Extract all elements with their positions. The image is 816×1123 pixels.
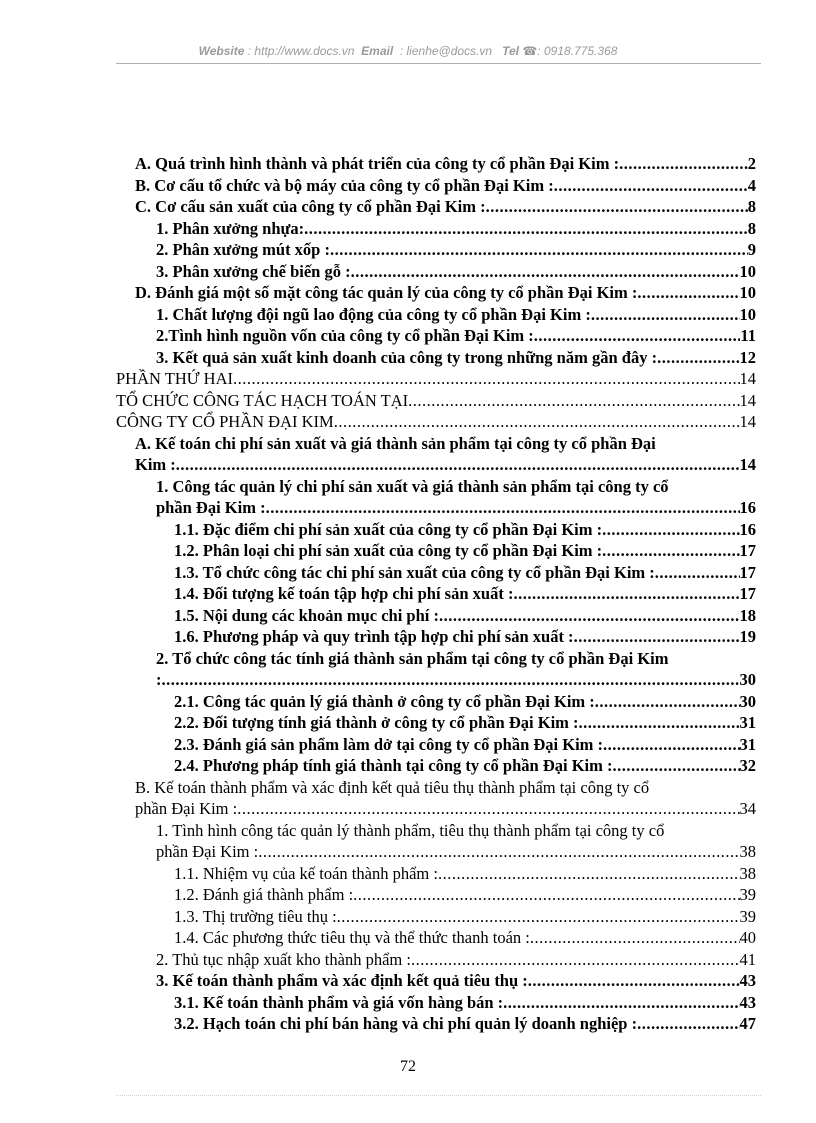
website-label: Website [198,44,245,58]
toc-entry[interactable] [116,390,756,412]
toc-entry-page: 17 [739,562,756,582]
toc-entry[interactable] [116,884,756,906]
toc-entry[interactable] [116,626,756,648]
dot-leader [619,153,748,175]
toc-entry-title: 2.2. Đối tượng tính giá thành ở công ty cổ phần Đại Kim : [174,713,579,732]
dot-leader [503,992,739,1014]
dot-leader [591,304,740,326]
toc-entry-title: 1.1. Đặc điểm chi phí sản xuất của công ty cổ phần Đại Kim : [174,519,603,539]
dot-leader [162,669,740,691]
page-header [0,44,816,58]
toc-entry-page: 31 [739,734,756,754]
toc-entry[interactable] [116,583,756,605]
toc-entry[interactable] [116,261,756,283]
dot-leader [486,196,748,218]
dot-leader [337,906,740,928]
toc-entry[interactable] [116,282,756,304]
dot-leader [266,497,740,519]
dot-leader [602,519,739,541]
toc-entry-page: 16 [739,498,756,517]
toc-entry[interactable] [116,347,756,369]
toc-entry-page: 18 [739,605,756,625]
toc-entry-page: 14 [739,412,756,431]
toc-entry-title: 2. Phân xưởng mút xốp : [156,240,330,259]
toc-entry-page: 10 [739,261,756,281]
toc-entry-title: 2.3. Đánh giá sản phẩm làm dở tại công ty cổ phần Đại Kim : [174,734,604,754]
toc-entry-title: 2.4. Phương pháp tính giá thành tại công ty cổ phần Đại Kim : [174,756,613,775]
email-value: : lienhe@docs.vn [399,44,493,58]
dot-leader [602,540,739,562]
toc-entry-title: 2. Thủ tục nhập xuất kho thành phẩm : [156,949,411,969]
toc-entry-page: 14 [739,390,756,410]
toc-entry-page: 8 [747,218,756,238]
dot-leader [579,712,740,734]
toc-entry[interactable] [116,863,756,885]
dot-leader [574,626,740,648]
toc-entry-title: 1.1. Nhiệm vụ của kế toán thành phẩm : [174,863,438,883]
dot-leader [353,884,739,906]
toc-entry-title: 1. Chất lượng đội ngũ lao động của công ty cổ phần Đại Kim : [156,304,591,324]
toc-entry-page: 16 [739,519,756,539]
dot-leader [655,562,740,584]
dot-leader [411,949,740,971]
toc-entry-title: 1. Công tác quản lý chi phí sản xuất và giá thành sản phẩm tại công ty cổ [156,476,669,496]
dot-leader [513,583,739,605]
toc-entry-page: 43 [739,971,756,990]
toc-entry-page: 17 [739,584,756,603]
toc-entry-page: 38 [739,842,756,861]
dot-leader [528,970,740,992]
toc-entry-page: 14 [739,455,756,474]
toc-entry-page: 14 [739,369,756,388]
dot-leader [530,927,740,949]
dot-leader [534,325,741,347]
toc-entry-page: 30 [739,670,756,689]
toc-entry-title: 3.1. Kế toán thành phẩm và giá vốn hàng bán : [174,992,504,1012]
toc-entry-page: 11 [740,326,756,345]
toc-entry[interactable] [116,562,756,584]
toc-entry-title: 2. Tổ chức công tác tính giá thành sản phẩm tại công ty cổ phần Đại Kim [156,648,669,668]
toc-entry-page: 9 [747,240,756,259]
toc-entry-page: 4 [747,175,756,195]
toc-entry[interactable] [116,153,756,175]
toc-entry-title-cont: Kim : [135,455,176,474]
toc-entry-title: PHẦN THỨ HAI [116,369,233,388]
toc-entry-page: 32 [739,756,756,775]
footer-divider [116,1095,761,1096]
toc-entry-title: 1.4. Đối tượng kế toán tập hợp chi phí sản xuất : [174,584,514,603]
toc-entry[interactable] [116,755,756,777]
toc-entry-page: 41 [739,949,756,969]
dot-leader [438,863,740,885]
dot-leader [233,368,740,390]
toc-entry-title: 2.Tình hình nguồn vốn của công ty cổ phần Đại Kim : [156,326,534,345]
dot-leader [351,261,740,283]
header-divider [116,63,761,64]
tel-label: Tel [502,44,519,58]
toc-entry-page: 10 [739,304,756,324]
toc-entry[interactable] [116,970,756,992]
tel-value: ☎: 0918.775.368 [522,44,618,58]
dot-leader [637,282,739,304]
toc-entry[interactable] [116,411,756,433]
dot-leader [258,841,739,863]
toc-entry[interactable] [116,712,756,734]
toc-entry-page: 2 [747,154,756,173]
toc-entry[interactable] [116,648,756,691]
toc-entry[interactable] [116,218,756,240]
table-of-contents [116,153,756,1035]
toc-entry-title: 1.2. Đánh giá thành phẩm : [174,885,354,904]
dot-leader [637,1013,739,1035]
toc-entry-page: 31 [739,713,756,732]
toc-entry[interactable] [116,476,756,519]
dot-leader [408,390,739,412]
toc-entry-page: 12 [739,347,756,367]
website-value: : http://www.docs.vn [247,44,355,58]
toc-entry-title: 3. Kế toán thành phẩm và xác định kết quả tiêu thụ : [156,971,528,990]
toc-entry-title: TỔ CHỨC CÔNG TÁC HẠCH TOÁN TẠI [116,390,409,410]
dot-leader [657,347,739,369]
toc-entry[interactable] [116,368,756,390]
dot-leader [330,239,748,261]
toc-entry[interactable] [116,992,756,1014]
toc-entry[interactable] [116,433,756,476]
toc-entry-page: 40 [739,928,756,947]
toc-entry-title-cont: phần Đại Kim : [156,498,266,517]
toc-entry[interactable] [116,949,756,971]
toc-entry-page: 19 [739,627,756,646]
email-label: Email [361,44,394,58]
toc-entry[interactable] [116,734,756,756]
toc-entry-title: A. Quá trình hình thành và phát triển của công ty cổ phần Đại Kim : [135,154,620,173]
toc-entry-title: 1. Phân xưởng nhựa: [156,218,305,238]
dot-leader [439,605,740,627]
dot-leader [554,175,748,197]
toc-entry-page: 39 [739,906,756,926]
toc-entry-title: C. Cơ cấu sản xuất của công ty cổ phần Đại Kim : [135,197,486,216]
toc-entry-page: 34 [739,799,756,818]
toc-entry-title: 1.3. Thị trường tiêu thụ : [174,906,337,926]
toc-entry-page: 17 [739,541,756,560]
page-number: 72 [400,1058,416,1075]
toc-entry-title-cont: phần Đại Kim : [135,799,238,818]
toc-entry-page: 30 [739,691,756,711]
toc-entry[interactable] [116,325,756,347]
toc-entry-page: 39 [739,885,756,904]
toc-entry[interactable] [116,820,756,863]
toc-entry-page: 43 [739,992,756,1012]
toc-entry-title-cont: phần Đại Kim : [156,842,259,861]
toc-entry-title: CÔNG TY CỔ PHẦN ĐẠI KIM [116,412,334,431]
dot-leader [334,411,740,433]
toc-entry[interactable] [116,777,756,820]
toc-entry-title: 1.5. Nội dung các khoản mục chi phí : [174,605,439,625]
toc-entry[interactable] [116,196,756,218]
toc-entry-page: 47 [739,1014,756,1033]
toc-entry-title: 2.1. Công tác quản lý giá thành ở công ty cổ phần Đại Kim : [174,691,595,711]
toc-entry[interactable] [116,540,756,562]
toc-entry-title: 3. Kết quả sản xuất kinh doanh của công ty trong những năm gần đây : [156,347,658,367]
toc-entry-title: 1. Tình hình công tác quản lý thành phẩm, tiêu thụ thành phẩm tại công ty cổ [156,820,665,840]
toc-entry-title: B. Kế toán thành phẩm và xác định kết quả tiêu thụ thành phẩm tại công ty cổ [135,777,650,797]
dot-leader [176,454,740,476]
toc-entry-title: B. Cơ cấu tổ chức và bộ máy của công ty cổ phần Đại Kim : [135,175,554,195]
toc-entry-title: 1.6. Phương pháp và quy trình tập hợp chi phí sản xuất : [174,627,574,646]
dot-leader [304,218,748,240]
toc-entry-title: A. Kế toán chi phí sản xuất và giá thành sản phẩm tại công ty cổ phần Đại [135,433,656,453]
toc-entry-title-cont: : [156,670,162,689]
toc-entry[interactable] [116,691,756,713]
toc-entry[interactable] [116,605,756,627]
dot-leader [237,798,739,820]
toc-entry[interactable] [116,239,756,261]
dot-leader [613,755,740,777]
toc-entry-page: 10 [739,283,756,302]
dot-leader [595,691,740,713]
toc-entry-title: 1.3. Tổ chức công tác chi phí sản xuất của công ty cổ phần Đại Kim : [174,562,655,582]
toc-entry-page: 38 [739,863,756,883]
dot-leader [603,734,739,756]
toc-entry-title: 1.2. Phân loại chi phí sản xuất của công ty cổ phần Đại Kim : [174,541,603,560]
toc-entry-title: 1.4. Các phương thức tiêu thụ và thể thức thanh toán : [174,928,530,947]
toc-entry-page: 8 [747,197,756,216]
toc-entry[interactable] [116,1013,756,1035]
toc-entry[interactable] [116,519,756,541]
toc-entry-title: 3. Phân xưởng chế biến gỗ : [156,261,351,281]
toc-entry[interactable] [116,175,756,197]
toc-entry[interactable] [116,304,756,326]
toc-entry[interactable] [116,927,756,949]
toc-entry-title: D. Đánh giá một số mặt công tác quản lý của công ty cổ phần Đại Kim : [135,283,638,302]
toc-entry-title: 3.2. Hạch toán chi phí bán hàng và chi phí quản lý doanh nghiệp : [174,1014,638,1033]
toc-entry[interactable] [116,906,756,928]
